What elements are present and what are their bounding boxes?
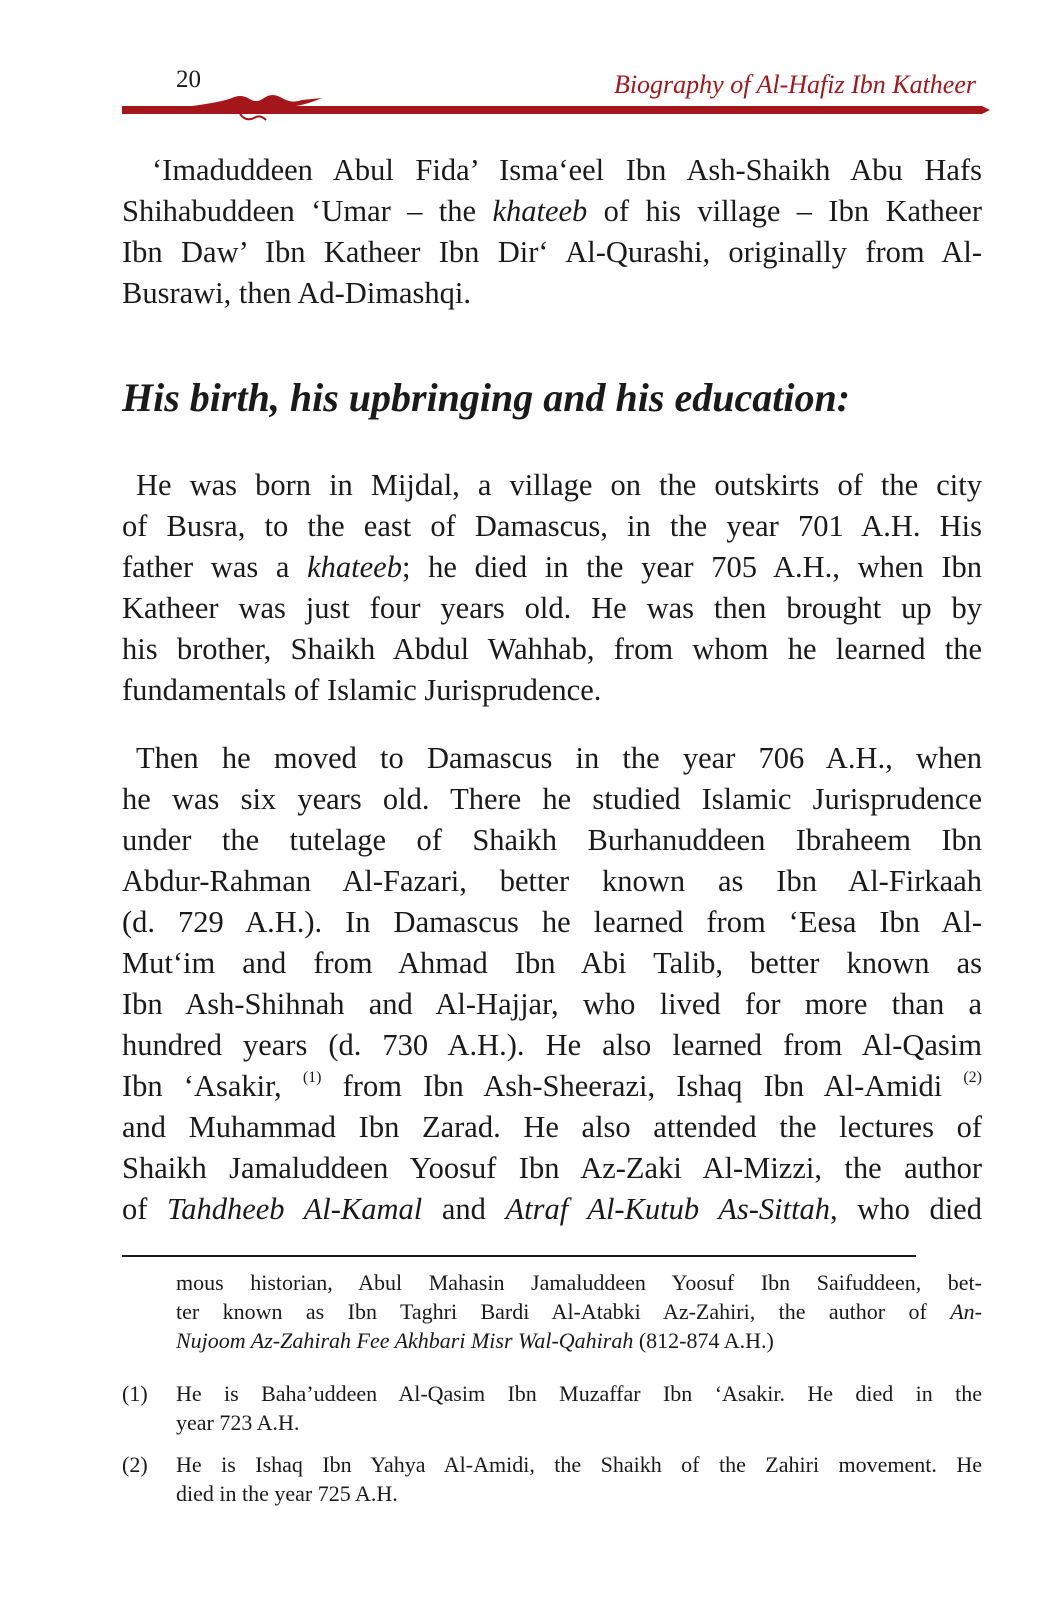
footnote-1-number: (1) bbox=[122, 1381, 148, 1406]
page-number: 20 bbox=[176, 66, 201, 93]
damascus-line-3: under the tutelage of Shaikh Burhanuddeen Ibraheem Ibn bbox=[122, 823, 982, 857]
footnote-ref-2[interactable]: (2) bbox=[963, 1069, 982, 1086]
footnote-1-line-1: He is Baha’uddeen Al-Qasim Ibn Muzaffar Ibn ‘Asakir. He died in the bbox=[176, 1381, 982, 1406]
footnote-1-line-2: year 723 A.H. bbox=[176, 1410, 300, 1435]
intro-line-1: ‘Imaduddeen Abul Fida’ Isma‘eel Ibn Ash-Shaikh Abu Hafs bbox=[152, 153, 982, 187]
footnote-ref-1[interactable]: (1) bbox=[302, 1069, 322, 1086]
footnote-2-number: (2) bbox=[122, 1452, 148, 1477]
damascus-paragraph bbox=[122, 738, 982, 1230]
footnote-cont-line-3: Nujoom Az-Zahirah Fee Akhbari Misr Wal-Qahirah (812-874 A.H.) bbox=[176, 1328, 774, 1353]
birth-line-1: He was born in Mijdal, a village on the outskirts of the city bbox=[136, 468, 982, 502]
footnote-continuation bbox=[122, 1268, 982, 1355]
intro-line-4: Busrawi, then Ad-Dimashqi. bbox=[122, 276, 472, 310]
damascus-line-1: Then he moved to Damascus in the year 706 A.H., when bbox=[136, 741, 982, 775]
birth-line-4: Katheer was just four years old. He was then brought up by bbox=[122, 591, 982, 625]
footnote-1 bbox=[122, 1379, 982, 1437]
damascus-line-12: of Tahdheeb Al-Kamal and Atraf Al-Kutub As-Sittah, who died bbox=[122, 1192, 982, 1226]
birth-paragraph bbox=[122, 465, 982, 711]
footnote-2-line-2: died in the year 725 A.H. bbox=[176, 1481, 398, 1506]
section-heading: His birth, his upbringing and his education: bbox=[122, 375, 851, 420]
damascus-line-6: Mut‘im and from Ahmad Ibn Abi Talib, better known as bbox=[122, 946, 982, 980]
birth-line-5: his brother, Shaikh Abdul Wahhab, from whom he learned the bbox=[122, 632, 982, 666]
footnote-cont-line-2: ter known as Ibn Taghri Bardi Al-Atabki Az-Zahiri, the author of An- bbox=[176, 1299, 982, 1324]
intro-paragraph bbox=[122, 150, 982, 314]
damascus-line-8: hundred years (d. 730 A.H.). He also learned from Al-Qasim bbox=[122, 1028, 982, 1062]
birth-line-6: fundamentals of Islamic Jurisprudence. bbox=[122, 673, 602, 707]
birth-line-3: father was a khateeb; he died in the year 705 A.H., when Ibn bbox=[122, 550, 982, 584]
intro-line-3: Ibn Daw’ Ibn Katheer Ibn Dir‘ Al-Qurashi, originally from Al- bbox=[122, 235, 982, 269]
damascus-line-9: Ibn ‘Asakir, $^{(1)}$ from Ibn Ash-Sheerazi, Ishaq Ibn Al-Amidi $^{(2)}$ bbox=[122, 1069, 982, 1103]
damascus-line-10: and Muhammad Ibn Zarad. He also attended the lectures of bbox=[122, 1110, 982, 1144]
birth-line-2: of Busra, to the east of Damascus, in the year 701 A.H. His bbox=[122, 509, 982, 543]
damascus-line-4: Abdur-Rahman Al-Fazari, better known as Ibn Al-Firkaah bbox=[122, 864, 982, 898]
intro-line-2: Shihabuddeen ‘Umar – the khateeb of his village – Ibn Katheer bbox=[122, 194, 982, 228]
damascus-line-5: (d. 729 A.H.). In Damascus he learned from ‘Eesa Ibn Al- bbox=[122, 905, 982, 939]
damascus-line-2: he was six years old. There he studied Islamic Jurisprudence bbox=[122, 782, 982, 816]
damascus-line-11: Shaikh Jamaluddeen Yoosuf Ibn Az-Zaki Al-Mizzi, the author bbox=[122, 1151, 982, 1185]
footnote-2-line-1: He is Ishaq Ibn Yahya Al-Amidi, the Shaikh of the Zahiri movement. He bbox=[176, 1452, 982, 1477]
footnote-divider bbox=[122, 1255, 916, 1257]
footnote-2 bbox=[122, 1450, 982, 1508]
header-rule-ornament bbox=[122, 92, 992, 126]
damascus-line-7: Ibn Ash-Shihnah and Al-Hajjar, who lived for more than a bbox=[122, 987, 982, 1021]
footnote-cont-line-1: mous historian, Abul Mahasin Jamaluddeen Yoosuf Ibn Saifuddeen, bet- bbox=[176, 1270, 982, 1295]
running-header-title: Biography of Al-Hafiz Ibn Katheer bbox=[613, 70, 976, 99]
